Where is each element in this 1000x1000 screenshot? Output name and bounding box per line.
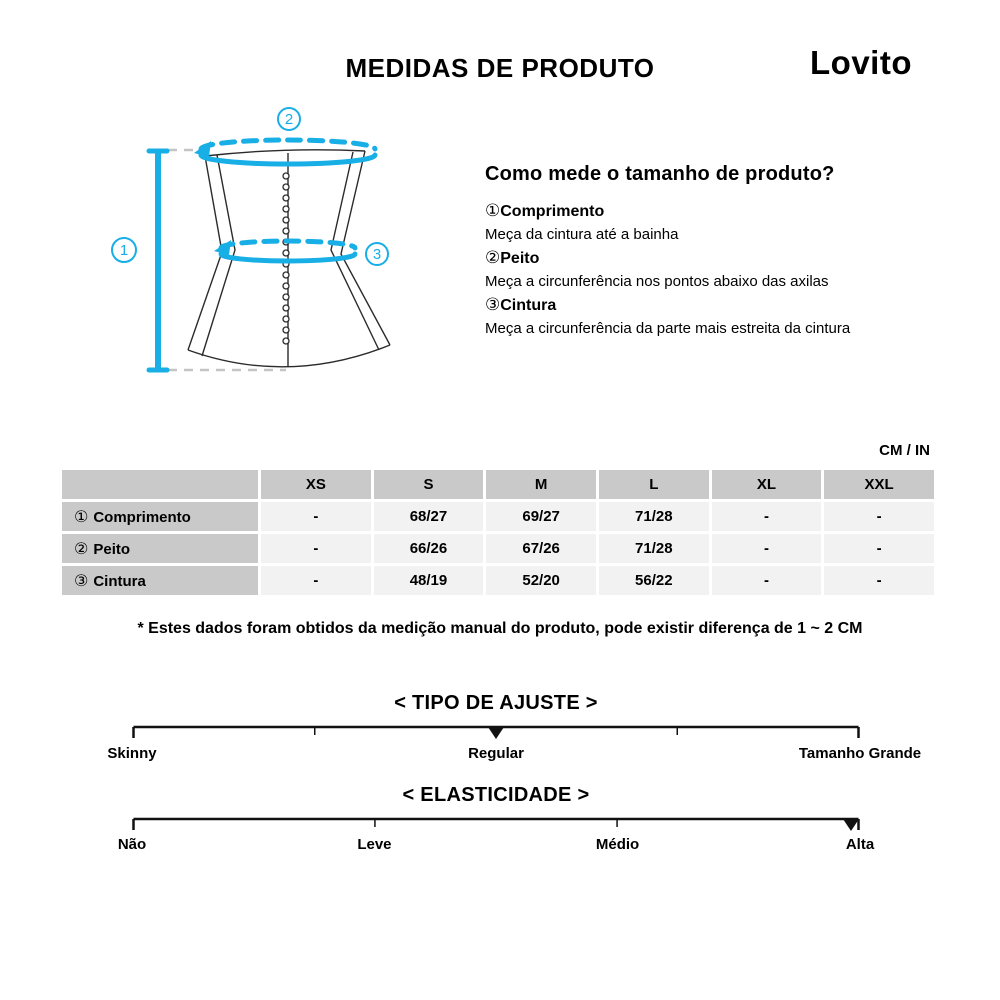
brand-logo: Lovito	[810, 44, 912, 81]
row-header: ① Comprimento	[62, 502, 258, 531]
size-value: 68/27	[374, 502, 484, 531]
size-value: 71/28	[599, 502, 709, 531]
elasticity-labels	[117, 836, 875, 856]
scale-marker-triangle	[488, 727, 504, 739]
garment-diagram	[88, 98, 458, 398]
fit-type-labels	[107, 745, 922, 765]
size-column-header: XS	[261, 470, 371, 499]
scale-marker-triangle	[843, 819, 859, 831]
corset-outline	[188, 150, 390, 367]
marker-1-label: 1	[119, 242, 129, 259]
size-value: -	[824, 566, 934, 595]
size-value: 52/20	[486, 566, 596, 595]
size-value: -	[824, 534, 934, 563]
marker-3-label: 3	[372, 246, 382, 263]
size-value: 71/28	[599, 534, 709, 563]
size-value: -	[261, 502, 371, 531]
instructions-items	[485, 199, 965, 340]
slider-label: Alta	[845, 836, 875, 853]
instruction-label: ①Comprimento	[485, 201, 605, 220]
footnote: * Estes dados foram obtidos da medição manual do produto, pode existir diferença de 1 ~ 2 CM	[137, 620, 863, 637]
instruction-label: ②Peito	[485, 248, 540, 267]
table-corner	[62, 470, 258, 499]
instruction-desc: Meça a circunferência da parte mais estreita da cintura	[485, 320, 851, 337]
fit-type-title: < TIPO DE AJUSTE >	[394, 692, 598, 714]
size-value: -	[261, 566, 371, 595]
size-value: 69/27	[486, 502, 596, 531]
instruction-label: ③Cintura	[485, 295, 557, 314]
size-value: 67/26	[486, 534, 596, 563]
row-header: ② Peito	[62, 534, 258, 563]
size-column-header: XL	[712, 470, 822, 499]
elasticity-scale	[132, 814, 860, 834]
size-value: -	[261, 534, 371, 563]
page-title: MEDIDAS DE PRODUTO	[345, 53, 655, 83]
size-column-header: S	[374, 470, 484, 499]
size-value: -	[712, 534, 822, 563]
row-header: ③ Cintura	[62, 566, 258, 595]
size-table	[59, 467, 937, 598]
unit-label: CM / IN	[879, 442, 930, 459]
size-value: 66/26	[374, 534, 484, 563]
size-value: 48/19	[374, 566, 484, 595]
size-value: -	[712, 502, 822, 531]
elasticity-title: < ELASTICIDADE >	[402, 784, 590, 806]
marker-2-label: 2	[284, 111, 294, 128]
slider-label: Skinny	[107, 745, 157, 762]
slider-label: Regular	[468, 745, 524, 762]
size-value: 56/22	[599, 566, 709, 595]
size-value: -	[824, 502, 934, 531]
slider-label: Tamanho Grande	[798, 745, 922, 762]
table-row	[62, 534, 934, 563]
table-row	[62, 502, 934, 531]
size-column-header: M	[486, 470, 596, 499]
slider-label: Leve	[357, 836, 392, 853]
instruction-desc: Meça a circunferência nos pontos abaixo das axilas	[485, 273, 829, 290]
fit-type-scale	[132, 722, 860, 742]
size-column-header: L	[599, 470, 709, 499]
size-column-header: XXL	[824, 470, 934, 499]
measure-instructions	[485, 163, 965, 340]
table-row	[62, 566, 934, 595]
slider-label: Médio	[595, 836, 640, 853]
slider-label: Não	[117, 836, 147, 853]
instructions-heading: Como mede o tamanho de produto?	[485, 163, 835, 185]
instruction-desc: Meça da cintura até a bainha	[485, 226, 679, 243]
size-value: -	[712, 566, 822, 595]
